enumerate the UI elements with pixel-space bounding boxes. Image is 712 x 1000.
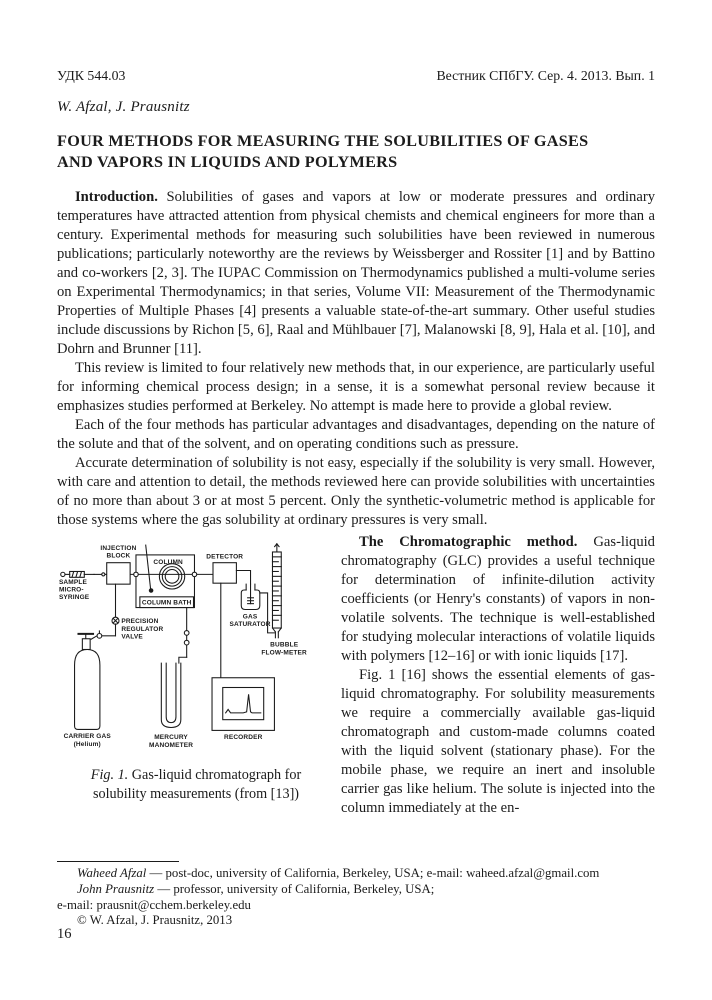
footnote-author-1-name: Waheed Afzal (77, 866, 147, 880)
syringe-icon (61, 572, 65, 576)
authors-line: W. Afzal, J. Prausnitz (57, 99, 190, 115)
intro-paragraph-1-text: Solubilities of gases and vapors at low or moderate pressures and ordinary temperatures have attracted attention from physical chemists and chemical engineers for more than a century. Experimental methods for measuring such solubilities have been reviewed in numerous publications; particularly noteworthy are the reviews by Weissberger and Rossiter [1] and by Battino and co-workers [2, 3]. The IUPAC Commission on Thermodynamics published a multi-volume series on Experimental Thermodynamics; in that series, Volume VII: Measurement of the Thermodynamic Properties of Multiple Phases [4] presents a valuable state-of-the-art summary. Other useful studies include discussions by Richon [5, 6], Raal and Mühlbauer [7], Malanowski [8, 9], Hala et al. [10], and Dohrn and Brunner [11]. (57, 189, 655, 357)
footnote-block (57, 861, 655, 929)
detector-label: DETECTOR (206, 553, 244, 561)
footnote-author-1: Waheed Afzal — post-doc, university of California, Berkeley, USA; e-mail: waheed.afzal@gmail.com (77, 866, 600, 880)
precision-valve-label: PRECISION (121, 618, 159, 626)
svg-text:SATURATOR: SATURATOR (229, 621, 271, 629)
injection-block-icon (107, 563, 130, 584)
figure-1 (57, 542, 335, 803)
svg-text:SYRINGE: SYRINGE (58, 593, 90, 601)
precision-valve-icon (112, 617, 119, 624)
bubble-flow-meter-icon (272, 544, 281, 638)
footnote-email: e-mail: prausnit@cchem.berkeley.edu (57, 897, 251, 912)
column-bath-label: COLUMN BATH (141, 599, 192, 607)
page-number: 16 (57, 926, 72, 942)
chromatographic-paragraph-1-text: Gas-liquid chromatography (GLC) provides a useful technique for determination of infinite-dilution activity coefficients (or Henry's constants) of vapors in non-volatile solvents. The technique is well-established for studying molecular interactions of volatile liquids with polymers [12–16] or with ionic liquids [17]. (341, 534, 655, 664)
figure-caption (57, 766, 335, 803)
svg-text:VALVE: VALVE (121, 633, 143, 641)
intro-paragraph-4: Accurate determination of solubility is not easy, especially if the solubility is very small. However, with care and attention to detail, the methods reviewed here can provide solubilities with uncertainties of no more than about 3 or at most 5 percent. Only the synthetic-volumetric method is applicable for those systems where the gas solubility at ordinary pressures is very small. (57, 455, 655, 528)
journal-reference: Вестник СПбГУ. Сер. 4. 2013. Вып. 1 (436, 68, 655, 83)
intro-paragraph-3: Each of the four methods has particular advantages and disadvantages, depending on the nature of the solute and that of the solvent, and on operating conditions such as pressure. (57, 417, 655, 452)
figure-caption-line1: Fig. 1. Gas-liquid chromatograph for (90, 767, 302, 783)
carrier-gas-label: CARRIER GAS (63, 733, 111, 741)
svg-text:FLOW-METER: FLOW-METER (261, 649, 307, 657)
chromatographic-paragraph-1 (341, 533, 655, 666)
svg-text:REGULATOR: REGULATOR (121, 625, 164, 633)
article-title (57, 131, 655, 173)
column-coil-icon (159, 564, 184, 589)
mercury-manometer-icon (161, 663, 181, 727)
svg-text:BLOCK: BLOCK (106, 552, 131, 560)
column-label: COLUMN (153, 559, 183, 567)
intro-paragraph-1 (57, 188, 655, 359)
article-title-line2: AND VAPORS IN LIQUIDS AND POLYMERS (57, 153, 398, 171)
recorder-label: RECORDER (223, 734, 263, 742)
gas-saturator-label: GAS (242, 613, 258, 621)
detector-icon (213, 563, 236, 583)
gas-saturator-icon (241, 584, 260, 609)
figure-number: Fig. 1. (90, 767, 129, 783)
mercury-manometer-label: MERCURY (154, 734, 188, 742)
footnote-copyright: © W. Afzal, J. Prausnitz, 2013 (77, 913, 233, 928)
figure-caption-line2: solubility measurements (from [13]) (92, 785, 300, 802)
intro-paragraph-2: This review is limited to four relatively new methods that, in our experience, are particularly useful for informing chemical process design; in a sense, it is a somewhat personal review because it emphasizes studies performed at Berkeley. No attempt is made here to provide a global review. (57, 360, 655, 414)
footnote-author-2-name: John Prausnitz (77, 881, 155, 896)
intro-heading: Introduction. (75, 189, 158, 205)
svg-text:MICRO-: MICRO- (58, 586, 84, 594)
two-column-section (57, 533, 655, 825)
figure-column (57, 533, 335, 825)
thermometer-icon (146, 545, 151, 589)
footnote-author-2: John Prausnitz — professor, university of California, Berkeley, USA; (77, 881, 435, 896)
chromatographic-heading: The Chromatographic method. (359, 534, 578, 550)
gas-cylinder-icon (75, 634, 100, 730)
right-text-column (341, 533, 655, 825)
article-title-line1: FOUR METHODS FOR MEASURING THE SOLUBILITIES OF GASES (57, 132, 589, 150)
udc-code: УДК 544.03 (57, 68, 126, 83)
footnote-rule (57, 861, 179, 862)
svg-text:MANOMETER: MANOMETER (149, 741, 194, 749)
injection-block-label: INJECTION (100, 545, 137, 553)
chromatographic-paragraph-2: Fig. 1 [16] shows the essential elements of gas-liquid chromatography. For solubility measurements we require a commercially available gas-liquid chromatograph and custom-made columns coated with the liquid solvent (stationary phase). For the mobile phase, we require an inert and insoluble carrier gas like helium. The solute is injected into the column immediately at the en- (341, 667, 655, 816)
introduction-section (57, 188, 655, 530)
page-header (57, 68, 655, 84)
bubble-flow-meter-label: BUBBLE (270, 641, 299, 649)
sample-syringe-label: SAMPLE (58, 579, 87, 587)
svg-text:(Helium): (Helium) (73, 741, 101, 748)
chromatograph-diagram (57, 542, 330, 755)
